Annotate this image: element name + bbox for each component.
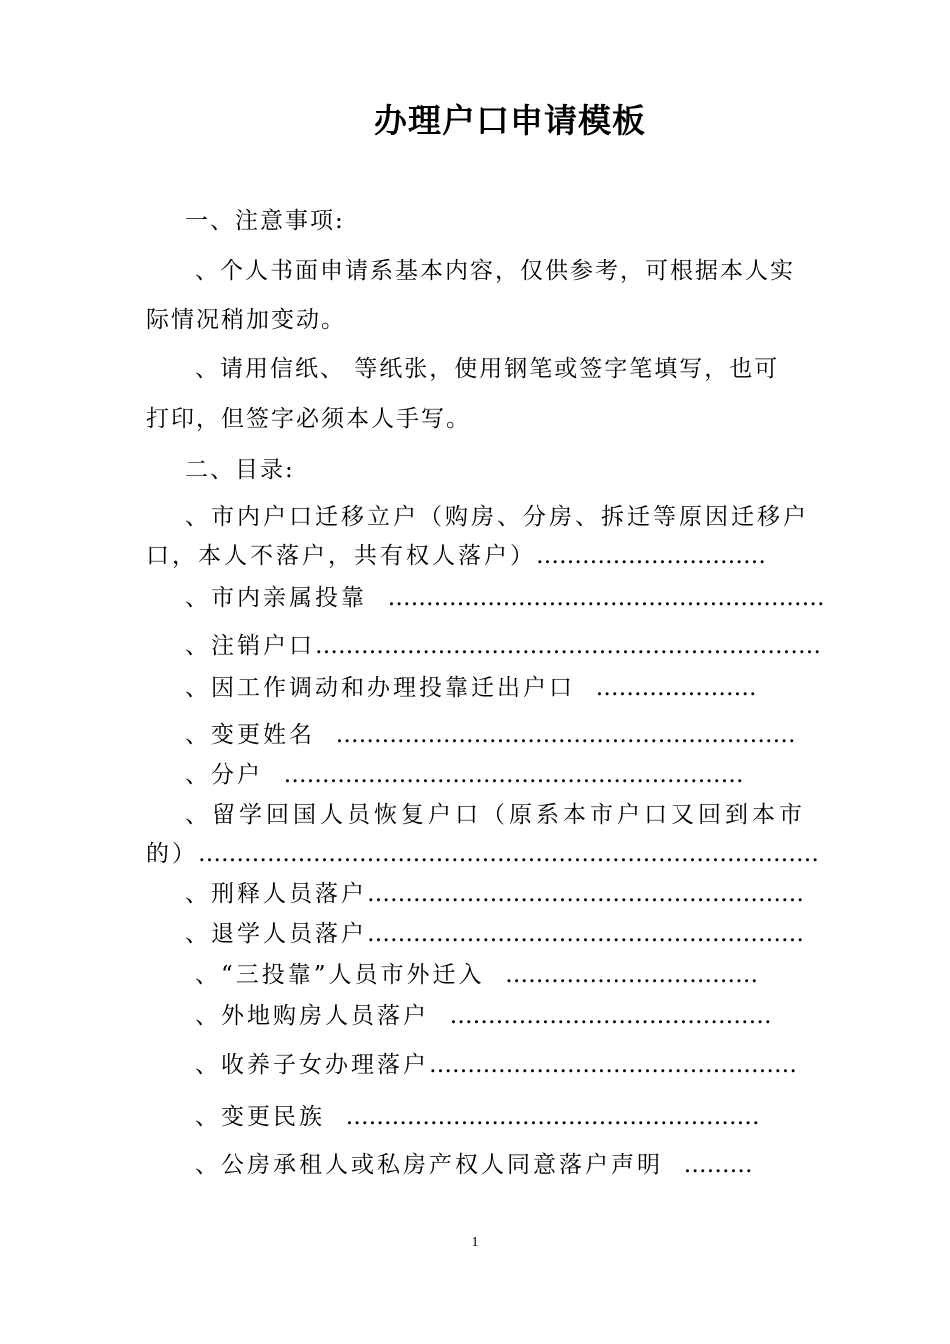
toc-leader-dots: …………………………………… <box>449 1003 772 1029</box>
page-number: 1 <box>471 1235 479 1250</box>
toc-leader-dots: ………………………………………………… <box>387 585 825 611</box>
toc-leader-dots: ………………… <box>595 675 757 701</box>
toc-leader-dots: …………………………………………………… <box>335 722 796 748</box>
notice-item2-line1: 、请用信纸、 等纸张，使用钢笔或签字笔填写，也可 <box>195 356 780 382</box>
notice-item2-line2: 打印，但签字必须本人手写。 <box>146 406 471 432</box>
toc-leader-dots: …………………………… <box>505 962 759 988</box>
toc-leader-dots: ………………………………………………… <box>367 921 804 947</box>
toc-leader-dots: ……………………………………………… <box>345 1104 760 1130</box>
toc-leader-dots: ………………………… <box>536 543 766 569</box>
section1-heading: 一、注意事项: <box>185 208 345 234</box>
notice-item1-line2: 际情况稍加变动。 <box>146 307 346 333</box>
section2-heading: 二、目录: <box>185 457 295 483</box>
document-title: 办理户口申请模板 <box>374 101 646 140</box>
toc-leader-dots: ………………………………………………………… <box>315 633 821 659</box>
toc-leader-dots: ……………………………………………………………………… <box>198 841 819 867</box>
toc-leader-dots: ………………………………………… <box>429 1052 797 1078</box>
toc-entry-1-line2: 口，本人不落户，共有权人落户）………………………… <box>146 543 766 569</box>
toc-leader-dots: ………………………………………………… <box>367 881 804 907</box>
toc-leader-dots: …………………………………………………… <box>283 762 744 788</box>
toc-entry-12: 、收养子女办理落户………………………………………… <box>195 1052 797 1078</box>
notice-item1-line1: 、个人书面申请系基本内容，仅供参考，可根据本人实 <box>195 258 795 284</box>
toc-entry-8: 、刑释人员落户………………………………………………… <box>185 881 804 907</box>
toc-entry-13: 、变更民族 ……………………………………………… <box>195 1104 760 1130</box>
toc-entry-5: 、变更姓名 …………………………………………………… <box>185 722 796 748</box>
toc-entry-2: 、市内亲属投靠 ………………………………………………… <box>185 585 825 611</box>
toc-entry-7-line1: 、留学回国人员恢复户口（原系本市户口又回到本市 <box>185 802 806 828</box>
toc-entry-9: 、退学人员落户………………………………………………… <box>185 921 804 947</box>
toc-leader-dots: ……… <box>683 1152 753 1178</box>
toc-entry-4: 、因工作调动和办理投靠迁出户口 ………………… <box>185 675 757 701</box>
toc-entry-3: 、注销户口………………………………………………………… <box>185 633 821 659</box>
toc-entry-6: 、分户 …………………………………………………… <box>185 762 744 788</box>
toc-entry-14: 、公房承租人或私房产权人同意落户声明 ……… <box>195 1152 753 1178</box>
toc-entry-1-line1: 、市内户口迁移立户（购房、分房、拆迁等原因迁移户 <box>185 504 809 530</box>
toc-entry-11: 、外地购房人员落户 …………………………………… <box>195 1003 772 1029</box>
toc-entry-10: 、“三投靠”人员市外迁入 …………………………… <box>195 962 759 988</box>
toc-entry-7-line2: 的）……………………………………………………………………… <box>146 841 819 867</box>
